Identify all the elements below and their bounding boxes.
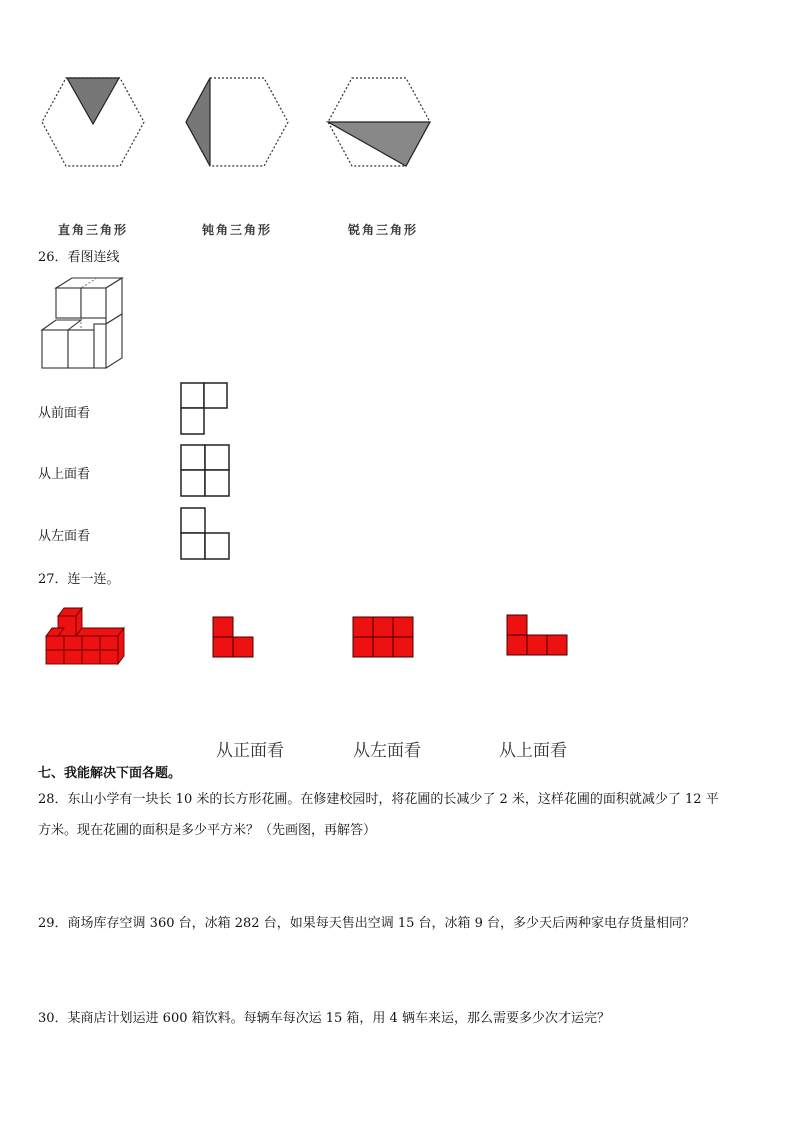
shaded-triangle <box>328 122 430 166</box>
view-option-1[interactable] <box>180 382 228 436</box>
match-label-top[interactable]: 从上面看 <box>499 741 567 761</box>
hexagon-label-obtuse: 钝角三角形 <box>202 223 273 237</box>
question-30-text: 30．某商店计划运进 600 箱饮料。每辆车每次运 15 箱，用 4 辆车来运，那么需要多少次才运完？ <box>38 1011 610 1026</box>
shaded-triangle <box>67 78 119 124</box>
red-view-option-1[interactable] <box>212 616 256 660</box>
hexagon-acute-triangle-figure <box>326 76 432 168</box>
view-label-front: 从前面看 <box>38 406 91 421</box>
question-26-title: 26．看图连线 <box>38 250 120 265</box>
hexagon-label-acute: 锐角三角形 <box>348 223 419 237</box>
view-option-2[interactable] <box>180 444 230 498</box>
red-view-option-2[interactable] <box>352 616 414 660</box>
hexagon-label-right: 直角三角形 <box>58 223 129 237</box>
cube-stack-figure <box>38 276 134 372</box>
match-label-left[interactable]: 从左面看 <box>353 741 421 761</box>
view-option-3[interactable] <box>180 507 230 561</box>
question-28-line-1: 28．东山小学有一块长 10 米的长方形花圃。在修建校园时，将花圃的长减少了 2 米，这样花圃的面积就减少了 12 平 <box>38 792 719 807</box>
question-27-title: 27．连一连。 <box>38 572 120 587</box>
question-28-line-2: 方米。现在花圃的面积是多少平方米？（先画图，再解答） <box>38 823 377 838</box>
red-cube-stack-figure <box>44 604 126 666</box>
hexagon-right-triangle-figure <box>40 76 146 168</box>
section-7-title: 七、我能解决下面各题。 <box>38 766 182 781</box>
view-label-left: 从左面看 <box>38 529 91 544</box>
red-view-option-3[interactable] <box>506 614 568 658</box>
view-label-top: 从上面看 <box>38 467 91 482</box>
shaded-triangle <box>186 78 210 166</box>
match-label-front[interactable]: 从正面看 <box>216 741 284 761</box>
question-29-text: 29．商场库存空调 360 台，冰箱 282 台，如果每天售出空调 15 台，冰箱 9 台，多少天后两种家电存货量相同？ <box>38 916 696 931</box>
hexagon-obtuse-triangle-figure <box>184 76 290 168</box>
